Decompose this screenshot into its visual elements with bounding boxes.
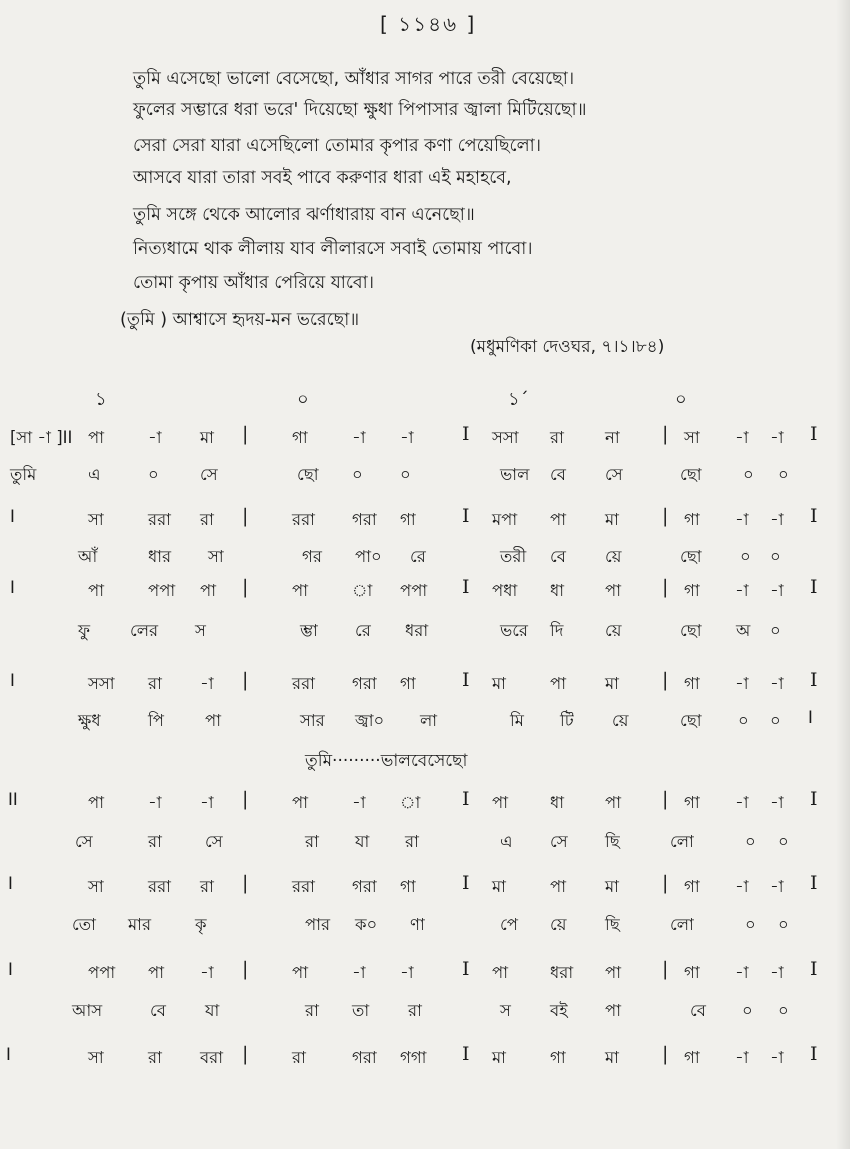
- bar-line: |: [242, 872, 249, 894]
- swara-note: -া: [735, 793, 749, 812]
- swara-note: রা: [200, 510, 214, 529]
- lyric-syllable: লো: [670, 915, 694, 934]
- lyric-line: তোমা কৃপায় আঁধার পেরিয়ে যাবো।: [133, 273, 374, 293]
- lyric-line: তুমি এসেছো ভালো বেসেছো, আঁধার সাগর পারে তরী বেয়েছো।: [133, 69, 575, 89]
- swara-note: পা: [88, 428, 104, 447]
- lyric-syllable: লো: [670, 832, 694, 851]
- lyric-syllable: তো: [72, 915, 96, 934]
- lyric-syllable: ছো: [680, 465, 702, 484]
- lyric-syllable: লা: [420, 711, 438, 730]
- lyric-syllable: ছো: [680, 711, 702, 730]
- lyric-syllable: ০: [778, 832, 789, 851]
- lyric-line: সেরা সেরা যারা এসেছিলো তোমার কৃপার কণা পেয়েছিলো।: [133, 136, 541, 156]
- lyric-line: নিত্যধামে থাক লীলায় যাব লীলারসে সবাই তোমায় পাবো।: [133, 239, 533, 259]
- swara-note: রা: [550, 428, 564, 447]
- lyric-syllable: সার: [300, 711, 325, 730]
- swara-note: া: [400, 793, 421, 812]
- lyric-syllable: তুমি: [10, 465, 37, 484]
- bar-line: I: [462, 505, 470, 527]
- lyric-syllable: তরী: [500, 547, 527, 566]
- swara-note: -া: [200, 963, 214, 982]
- bar-line: I: [810, 576, 818, 598]
- lyric-syllable: অ: [736, 621, 751, 640]
- swara-note: -া: [148, 428, 162, 447]
- lyric-syllable: ভরে: [500, 621, 529, 640]
- swara-note: পা: [292, 793, 308, 812]
- lyric-syllable: রে: [410, 547, 426, 566]
- lyric-syllable: বই: [550, 1001, 568, 1020]
- row-lead-mark: I: [8, 960, 13, 979]
- lyric-syllable: ণা: [410, 915, 425, 934]
- page-number: [ ১১৪৬ ]: [380, 12, 477, 36]
- lyric-syllable: সে: [205, 832, 223, 851]
- lyric-syllable: য়ে: [605, 621, 622, 640]
- swara-note: ধা: [550, 581, 565, 600]
- lyric-syllable: তা: [352, 1001, 370, 1020]
- bar-line: I: [462, 576, 470, 598]
- lyric-syllable: আঁ: [78, 547, 98, 566]
- bar-line: |: [242, 423, 249, 445]
- lyric-syllable: বে: [690, 1001, 706, 1020]
- lyric-syllable: পা০: [355, 547, 382, 566]
- swara-note: ররা: [292, 674, 315, 693]
- lyric-syllable: জ্বা০: [355, 711, 385, 730]
- swara-note: মা: [605, 510, 619, 529]
- swara-note: -া: [735, 581, 749, 600]
- lyric-syllable: স: [195, 621, 206, 640]
- swara-note: পা: [148, 963, 164, 982]
- page-edge-shadow: [836, 0, 850, 1149]
- swara-note: মা: [605, 1048, 619, 1067]
- lyric-syllable: কৃ: [195, 915, 207, 934]
- bar-line: |: [242, 505, 249, 527]
- swara-note: পা: [292, 581, 308, 600]
- swara-note: -া: [352, 428, 366, 447]
- lyric-syllable: সে: [605, 465, 623, 484]
- swara-note: মা: [605, 877, 619, 896]
- bar-line: I: [462, 872, 470, 894]
- swara-note: ররা: [148, 510, 171, 529]
- lyric-line: (তুমি ) আশ্বাসে হৃদয়-মন ভরেছো॥: [120, 310, 360, 330]
- swara-note: সা: [684, 428, 700, 447]
- swara-note: ররা: [292, 510, 315, 529]
- swara-note: ররা: [292, 877, 315, 896]
- swara-note: -া: [735, 674, 749, 693]
- swara-note: গরা: [352, 877, 377, 896]
- lyric-syllable: য়ে: [605, 547, 622, 566]
- swara-note: -া: [400, 963, 414, 982]
- swara-note: না: [605, 428, 620, 447]
- lyric-syllable: সা: [208, 547, 224, 566]
- lyric-syllable: রা: [305, 832, 319, 851]
- swara-note: গরা: [352, 1048, 377, 1067]
- swara-note: -া: [735, 428, 749, 447]
- bar-line: I: [462, 1043, 470, 1065]
- swara-note: -া: [352, 963, 366, 982]
- swara-note: -া: [770, 793, 784, 812]
- swara-note: পা: [88, 793, 104, 812]
- swara-note: -া: [770, 674, 784, 693]
- lyric-syllable: যা: [205, 1001, 220, 1020]
- swara-note: -া: [770, 877, 784, 896]
- lyric-syllable: লের: [130, 621, 159, 640]
- swara-note: রা: [148, 674, 162, 693]
- swara-note: মা: [492, 1048, 506, 1067]
- bar-line: I: [810, 788, 818, 810]
- lyric-syllable: ধার: [148, 547, 172, 566]
- swara-note: পা: [550, 877, 566, 896]
- lyric-syllable: ছো: [297, 465, 319, 484]
- lyric-syllable: পা: [205, 711, 221, 730]
- lyric-syllable: ০: [148, 465, 159, 484]
- swara-note: া: [352, 581, 373, 600]
- bar-line: I: [462, 423, 470, 445]
- bar-line: |: [662, 669, 669, 691]
- swara-note: -া: [735, 1048, 749, 1067]
- swara-note: পা: [292, 963, 308, 982]
- lyric-syllable: ফু: [78, 621, 91, 640]
- bar-line: |: [662, 958, 669, 980]
- beat-mark: ০: [675, 389, 687, 410]
- lyric-syllable: ছি: [605, 915, 620, 934]
- lyric-syllable: সে: [75, 832, 93, 851]
- swara-note: মা: [492, 877, 506, 896]
- bar-line: |: [662, 505, 669, 527]
- bar-line: I: [810, 505, 818, 527]
- lyric-syllable: ০: [778, 915, 789, 934]
- lyric-syllable: য়ে: [550, 915, 567, 934]
- lyric-syllable: গর: [302, 547, 322, 566]
- swara-note: পপা: [88, 963, 116, 982]
- lyric-syllable: ছো: [680, 621, 702, 640]
- swara-note: -া: [770, 581, 784, 600]
- swara-note: -া: [735, 510, 749, 529]
- swara-note: সসা: [88, 674, 115, 693]
- bar-line: I: [462, 958, 470, 980]
- beat-mark: ১: [95, 389, 107, 410]
- row-lead-mark: I: [8, 874, 13, 893]
- lyric-syllable: বে: [550, 465, 566, 484]
- swara-note: মপা: [492, 510, 518, 529]
- bar-line: |: [242, 788, 249, 810]
- swara-note: পা: [605, 793, 621, 812]
- swara-note: গা: [684, 877, 700, 896]
- lyric-syllable: ০: [740, 547, 751, 566]
- swara-note: পা: [492, 963, 508, 982]
- bar-line: |: [662, 1043, 669, 1065]
- swara-note: গা: [550, 1048, 566, 1067]
- swara-note: গা: [684, 674, 700, 693]
- lyric-syllable: ০: [742, 1001, 753, 1020]
- lyric-syllable: মার: [128, 915, 152, 934]
- swara-note: -া: [735, 963, 749, 982]
- swara-note: মা: [492, 674, 506, 693]
- lyric-syllable: রা: [148, 832, 162, 851]
- row-lead-mark: II: [8, 790, 18, 809]
- swara-note: গা: [400, 877, 416, 896]
- swara-note: ধরা: [550, 963, 574, 982]
- swara-note: পা: [605, 963, 621, 982]
- swara-note: গা: [684, 963, 700, 982]
- swara-note: ধা: [550, 793, 565, 812]
- lyric-syllable: রা: [405, 832, 419, 851]
- lyric-syllable: ম্ভা: [300, 621, 318, 640]
- lyric-syllable: ০: [738, 711, 749, 730]
- lyric-syllable: ক্ষুধ: [78, 711, 101, 730]
- row-lead-mark: I: [10, 578, 15, 597]
- swara-note: -া: [770, 510, 784, 529]
- bar-line: |: [242, 669, 249, 691]
- swara-note: সা: [88, 877, 104, 896]
- row-lead-mark: [সা -া ]II: [10, 428, 73, 447]
- swara-note: সসা: [492, 428, 519, 447]
- lyric-syllable: দি: [550, 621, 564, 640]
- source-citation: (মধুমণিকা দেওঘর, ৭।১।৮৪): [470, 337, 665, 357]
- lyric-syllable: ০: [770, 711, 781, 730]
- bar-line: |: [242, 576, 249, 598]
- bar-line: I: [810, 1043, 818, 1065]
- lyric-syllable: ০: [745, 915, 756, 934]
- swara-note: সা: [88, 1048, 104, 1067]
- swara-note: মা: [200, 428, 214, 447]
- swara-note: -া: [200, 793, 214, 812]
- lyric-syllable: পার: [305, 915, 331, 934]
- swara-note: ররা: [148, 877, 171, 896]
- lyric-syllable: ০: [745, 832, 756, 851]
- swara-note: রা: [200, 877, 214, 896]
- swara-note: বরা: [200, 1048, 224, 1067]
- lyric-syllable: স: [500, 1001, 511, 1020]
- swara-note: রা: [292, 1048, 306, 1067]
- swara-note: -া: [200, 674, 214, 693]
- lyric-syllable: ০: [400, 465, 411, 484]
- bar-line: |: [662, 576, 669, 598]
- swara-note: -া: [148, 793, 162, 812]
- section-heading: তুমি·········ভালবেসেছো: [305, 751, 468, 771]
- lyric-syllable: ধরা: [405, 621, 429, 640]
- lyric-syllable: ০: [743, 465, 754, 484]
- lyric-syllable: ভাল: [500, 465, 530, 484]
- swara-note: -া: [400, 428, 414, 447]
- lyric-syllable: ০: [770, 621, 781, 640]
- lyric-syllable: য়ে: [612, 711, 629, 730]
- lyric-syllable: এ: [88, 465, 101, 484]
- lyric-syllable: পা: [605, 1001, 621, 1020]
- bar-line: I: [462, 788, 470, 810]
- swara-note: গা: [684, 581, 700, 600]
- swara-note: পধা: [492, 581, 518, 600]
- bar-line: |: [242, 1043, 249, 1065]
- beat-mark: ১´: [508, 389, 529, 410]
- swara-note: গা: [684, 510, 700, 529]
- swara-note: গরা: [352, 674, 377, 693]
- lyric-syllable: এ: [500, 832, 513, 851]
- lyric-syllable: টি: [560, 711, 574, 730]
- lyric-syllable: বে: [550, 547, 566, 566]
- bar-line: I: [810, 958, 818, 980]
- swara-note: পপা: [148, 581, 176, 600]
- swara-note: পা: [550, 674, 566, 693]
- swara-note: পপা: [400, 581, 428, 600]
- row-lead-mark: I: [10, 507, 15, 526]
- swara-note: গরা: [352, 510, 377, 529]
- swara-note: গা: [292, 428, 308, 447]
- lyric-syllable: সে: [550, 832, 568, 851]
- row-lead-mark: I: [10, 671, 15, 690]
- swara-note: গা: [684, 793, 700, 812]
- lyric-syllable: পি: [148, 711, 164, 730]
- bar-line: I: [462, 669, 470, 691]
- lyric-syllable: পে: [500, 915, 518, 934]
- bar-line: |: [662, 872, 669, 894]
- lyric-line: আসবে যারা তারা সবই পাবে করুণার ধারা এই মহাহবে,: [133, 168, 512, 188]
- lyric-syllable: রে: [355, 621, 371, 640]
- lyric-syllable: যা: [355, 832, 370, 851]
- swara-note: পা: [88, 581, 104, 600]
- swara-note: পা: [550, 510, 566, 529]
- swara-note: পা: [605, 581, 621, 600]
- swara-note: পা: [200, 581, 216, 600]
- swara-note: গা: [400, 674, 416, 693]
- lyric-line: তুমি সঙ্গে থেকে আলোর ঝর্ণাধারায় বান এনেছো॥: [133, 205, 475, 225]
- lyric-syllable: ০: [770, 547, 781, 566]
- lyric-syllable: রা: [408, 1001, 422, 1020]
- row-lead-mark: I: [6, 1045, 11, 1064]
- bar-line: I: [810, 669, 818, 691]
- lyric-syllable: বে: [150, 1001, 166, 1020]
- lyric-syllable: ০: [352, 465, 363, 484]
- swara-note: মা: [605, 674, 619, 693]
- lyric-syllable: ক০: [355, 915, 378, 934]
- bar-line: |: [662, 423, 669, 445]
- lyric-syllable: সে: [200, 465, 218, 484]
- swara-note: রা: [148, 1048, 162, 1067]
- beat-mark: ০: [297, 389, 309, 410]
- lyric-syllable: ছি: [605, 832, 620, 851]
- swara-note: -া: [770, 1048, 784, 1067]
- lyric-syllable: I: [808, 708, 813, 727]
- lyric-syllable: ০: [778, 465, 789, 484]
- swara-note: পা: [492, 793, 508, 812]
- swara-note: -া: [770, 963, 784, 982]
- lyric-syllable: ০: [778, 1001, 789, 1020]
- bar-line: I: [810, 872, 818, 894]
- swara-note: সা: [88, 510, 104, 529]
- bar-line: |: [242, 958, 249, 980]
- lyric-syllable: ছো: [680, 547, 702, 566]
- lyric-syllable: আস: [72, 1001, 103, 1020]
- swara-note: গগা: [400, 1048, 427, 1067]
- swara-note: -া: [352, 793, 366, 812]
- lyric-syllable: মি: [510, 711, 524, 730]
- swara-note: -া: [770, 428, 784, 447]
- lyric-line: ফুলের সম্ভারে ধরা ভরে' দিয়েছো ক্ষুধা পিপাসার জ্বালা মিটিয়েছো॥: [133, 100, 587, 120]
- swara-note: গা: [684, 1048, 700, 1067]
- lyric-syllable: রা: [305, 1001, 319, 1020]
- swara-note: গা: [400, 510, 416, 529]
- bar-line: I: [810, 423, 818, 445]
- bar-line: |: [662, 788, 669, 810]
- swara-note: -া: [735, 877, 749, 896]
